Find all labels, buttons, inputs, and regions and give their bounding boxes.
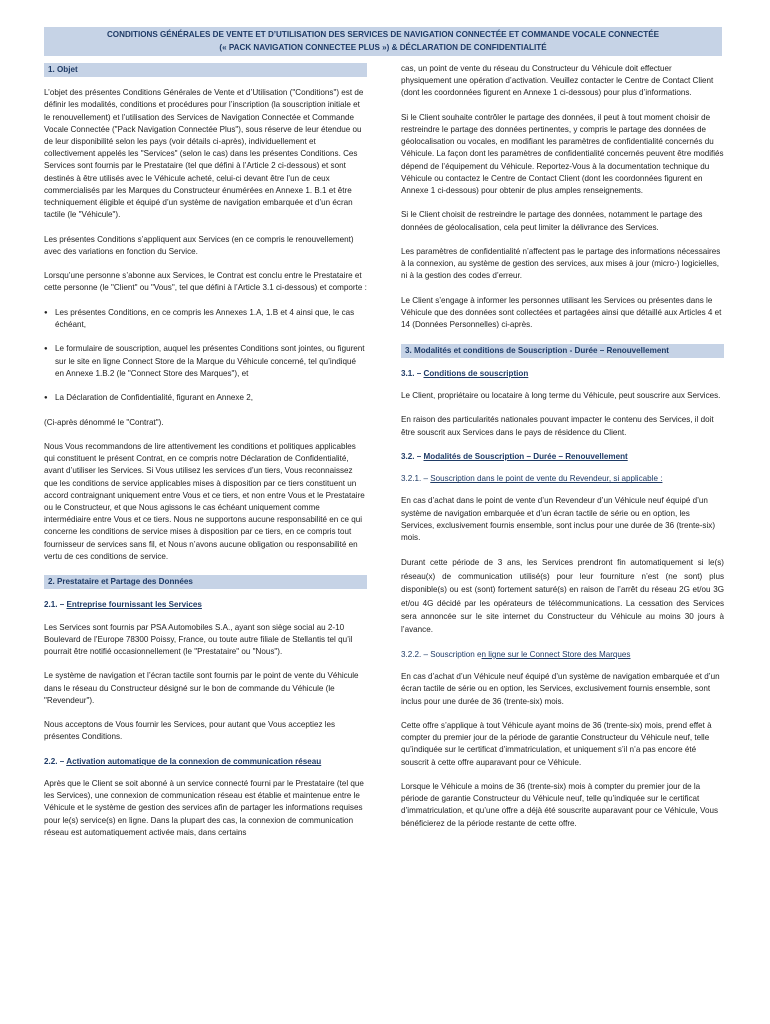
paragraph: Après que le Client se soit abonné à un service connecté fourni par le Prestataire (tel que les Services), une connexion de communication réseau est établie et maintenue entre le Véhicule et le système de gestion des services afin de partager les informations requises pour le(s) service(s) en ligne. Dans la plupart des cas, la connexion de communication réseau est automatiquement activée mais, dans certains: [44, 779, 364, 837]
paragraph: Si le Client souhaite contrôler le partage des données, il peut à tout moment choisir de restreindre le partage des données pertinentes, y compris le partage des données de géolocalisation ou vocales, en modifiant les paramètres de confidentialité concernés du Véhicule. La façon dont les paramètres de confidentialité concernés peuvent être modifiés dépend de l’équipement du Véhicule. Reportez-Vous à la documentation technique du Véhicule ou contactez le Centre de Contact Client (dont les coordonnées figurent en Annexe 1 ci-dessous) pour obtenir de plus amples renseignements.: [401, 112, 724, 196]
section-2-heading: 2. Prestataire et Partage des Données: [44, 575, 367, 589]
paragraph: Les paramètres de confidentialité n’affectent pas le partage des informations nécessaires à la connexion, au système de gestion des services, aux mises à jour (micro-) logicielles, ni à la gestion des codes d’erreur.: [401, 247, 721, 281]
subsection-title: Entreprise fournissant les Services: [66, 600, 202, 610]
paragraph: Les présentes Conditions s’appliquent aux Services (en ce compris le renouvellement) avec des variations en fonction du Service.: [44, 234, 354, 256]
left-column: [44, 63, 367, 851]
subsection-number: 3.2. –: [401, 451, 422, 461]
subsection-number: 3.1. –: [401, 368, 422, 378]
paragraph: Durant cette période de 3 ans, les Services prendront fin automatiquement si le(s) réseau(x) de communication utilisé(s) pour leur fourniture n’est (ne sont) plus disponible(s) ou est (sont) fortement saturé(s) en raison de l’arrêt du réseau 2G et/ou 3G et/ou 4G décidé par les opérateurs de télécommunications. La cessation des Services sera annoncée sur le site internet du Constructeur du Véhicule au moins 30 jours à l’avance.: [401, 558, 724, 635]
right-column: [401, 63, 724, 842]
paragraph: En raison des particularités nationales pouvant impacter le contenu des Services, il doit être souscrit aux Services dans le pays de résidence du Client.: [401, 415, 714, 437]
paragraph: L’objet des présentes Conditions Générales de Vente et d’Utilisation ("Conditions") est de définir les modalités, conditions et procédures pour l’inscription (la souscription initiale et le renouvellement) et l’utilisation des Services de Navigation Connectée et Commande Vocale Connectée ("Pack Navigation Connectée Plus"), sous réserve de leur étendue ou de leur disponibilité selon les pays (voir détails ci-après), individuellement et collectivement appelés les "Services" (selon le cas) dans les présentes Conditions. Ces Services sont fournis par le Prestataire (tel que défini à l’Article 2 ci-dessous) et sont destinés à être utilisés avec le Véhicule acheté, celui-ci devant être l’un de ceux commercialisés par les Marques du Constructeur énumérées en Annexe 1. B.1 et être techniquement éligible et équipé d’un système de navigation embarquée et d’un écran tactile (le "Véhicule").: [44, 88, 364, 220]
subsection-number: 3.2.2. – Souscription e: [401, 650, 482, 660]
document-title-line-2: (« PACK NAVIGATION CONNECTEE PLUS ») & DÉCLARATION DE CONFIDENTIALITÉ: [219, 43, 547, 52]
paragraph: (Ci-après dénommé le "Contrat").: [44, 417, 164, 427]
paragraph: Nous acceptons de Vous fournir les Services, pour autant que Vous acceptiez les présentes Conditions.: [44, 720, 336, 742]
subsection-title: Conditions de souscription: [423, 368, 529, 378]
paragraph: Le Client s’engage à informer les personnes utilisant les Services ou présentes dans le Véhicule que des données sont collectées et partagées ainsi que détaillé aux Articles 4 et 14 (Données Personnelles) ci-après.: [401, 295, 722, 330]
section-3-heading: 3. Modalités et conditions de Souscription - Durée – Renouvellement: [401, 344, 724, 358]
subsection-2-1-heading: [44, 599, 367, 611]
bullet-item: ● Le formulaire de souscription, auquel les présentes Conditions sont jointes, ou figurent sur le site en ligne Connect Store de la Marque du Véhicule concerné, tel qu’indiqué en Annexe 1.B.2 (le "Connect Store des Marques"), et: [44, 343, 367, 380]
subsection-3-2-2-heading: [401, 649, 724, 661]
paragraph: En cas d’achat d’un Véhicule neuf équipé d’un système de navigation embarquée et d’un écran tactile de série ou en option, les Services, exclusivement fournis ensemble, sont inclus pour une durée de 36 (trente-six) mois.: [401, 672, 720, 706]
paragraph: Le Client, propriétaire ou locataire à long terme du Véhicule, peut souscrire aux Services.: [401, 391, 721, 400]
subsection-title: Activation automatique de la connexion de communication réseau: [66, 756, 322, 766]
paragraph: Si le Client choisit de restreindre le partage des données, notamment le partage des données de géolocalisation, cela peut limiter la délivrance des Services.: [401, 210, 703, 232]
document-title-line-1: CONDITIONS GÉNÉRALES DE VENTE ET D’UTILISATION DES SERVICES DE NAVIGATION CONNECTÉE ET COMMANDE VOCALE CONNECTÉE: [106, 30, 660, 39]
subsection-3-1-heading: [401, 368, 724, 380]
subsection-number: 2.1. –: [44, 600, 65, 610]
paragraph: Nous Vous recommandons de lire attentivement les conditions et politiques applicables qui constituent le présent Contrat, en ce compris notre Déclaration de Confidentialité, avant d’utiliser les Services. Si Vous utilisez les services d’un tiers, Vous reconnaissez que les conditions de service applicables mises à disposition par ce tiers constituent un accord contraignant uniquement entre Vous et ce tiers, et non entre Vous et le Prestataire ou le Constructeur, et que Nous agissons le cas échéant uniquement comme intermédiaire entre Vous et ce tiers. Nous ne supportons aucune responsabilité en ce qui concerne les conditions de service mises à disposition par ce tiers, en ce compris tout fournisseur de services sans fil, et Nous n’avons aucune obligation ou responsabilité en vertu de ces conditions de service.: [44, 441, 365, 561]
subsection-title: Souscription dans le point de vente du Revendeur, si applicable :: [430, 474, 663, 484]
paragraph: Le système de navigation et l’écran tactile sont fournis par le point de vente du Véhicule dans le réseau du Constructeur désigné sur le bon de commande du Véhicule (le "Revendeur").: [44, 671, 359, 705]
paragraph: cas, un point de vente du réseau du Constructeur du Véhicule doit effectuer physiquement une opération d’activation. Veuillez contacter le Centre de Contact Client (dont les coordonnées figurent en Annexe 1 ci-dessous) pour plus d’informations.: [401, 64, 714, 98]
paragraph: Lorsqu’une personne s’abonne aux Services, le Contrat est conclu entre le Prestataire et cette personne (le "Client" ou "Vous", tel que défini à l’Article 3.1 ci-dessous) et comporte :: [44, 271, 367, 293]
subsection-number: 2.2. –: [44, 756, 65, 766]
subsection-number: 3.2.1. –: [401, 474, 429, 484]
paragraph: Cette offre s’applique à tout Véhicule ayant moins de 36 (trente-six) mois, prend effet à compter du premier jour de la période de garantie Constructeur du Véhicule neuf, telle qu’indiquée sur le certificat d’immatriculation, et uniquement s’il n’a pas encore été souscrit à cette offre auparavant pour ce Véhicule.: [401, 721, 712, 767]
subsection-3-2-1-heading: [401, 473, 724, 485]
subsection-3-2-heading: [401, 451, 724, 463]
bullet-item: ● Les présentes Conditions, en ce compris les Annexes 1.A, 1.B et 4 ainsi que, le cas échéant,: [44, 307, 367, 331]
bullet-item: ● La Déclaration de Confidentialité, figurant en Annexe 2,: [44, 392, 367, 404]
paragraph: Lorsque le Véhicule a moins de 36 (trente-six) mois à compter du premier jour de la période de garantie Constructeur du Véhicule neuf, telle qu’indiquée sur le certificat d’immatriculation, et qu’une offre a déjà été souscrite auparavant pour ce Véhicule, Vous bénéficierez de la période restante de cette offre.: [401, 782, 719, 828]
section-1-heading: 1. Objet: [44, 63, 367, 77]
subsection-title: n ligne sur le Connect Store des Marques: [481, 650, 631, 660]
paragraph: Les Services sont fournis par PSA Automobiles S.A., ayant son siège social au 2-10 Boulevard de l’Europe 78300 Poissy, France, ou toute autre filiale de Stellantis tel qu’il pourrait être notifié occasionnellement (le "Prestataire" ou "Nous").: [44, 622, 353, 657]
paragraph: En cas d’achat dans le point de vente d’un Revendeur d’un Véhicule neuf équipé d’un système de navigation embarquée et d’un écran tactile de série ou en option, les Services, exclusivement fournis ensemble, sont inclus pour une durée de 36 (trente-six) mois.: [401, 496, 716, 542]
subsection-2-2-heading: [44, 756, 367, 768]
document-title-banner: [44, 27, 722, 56]
subsection-title: Modalités de Souscription – Durée – Renouvellement: [423, 451, 628, 461]
